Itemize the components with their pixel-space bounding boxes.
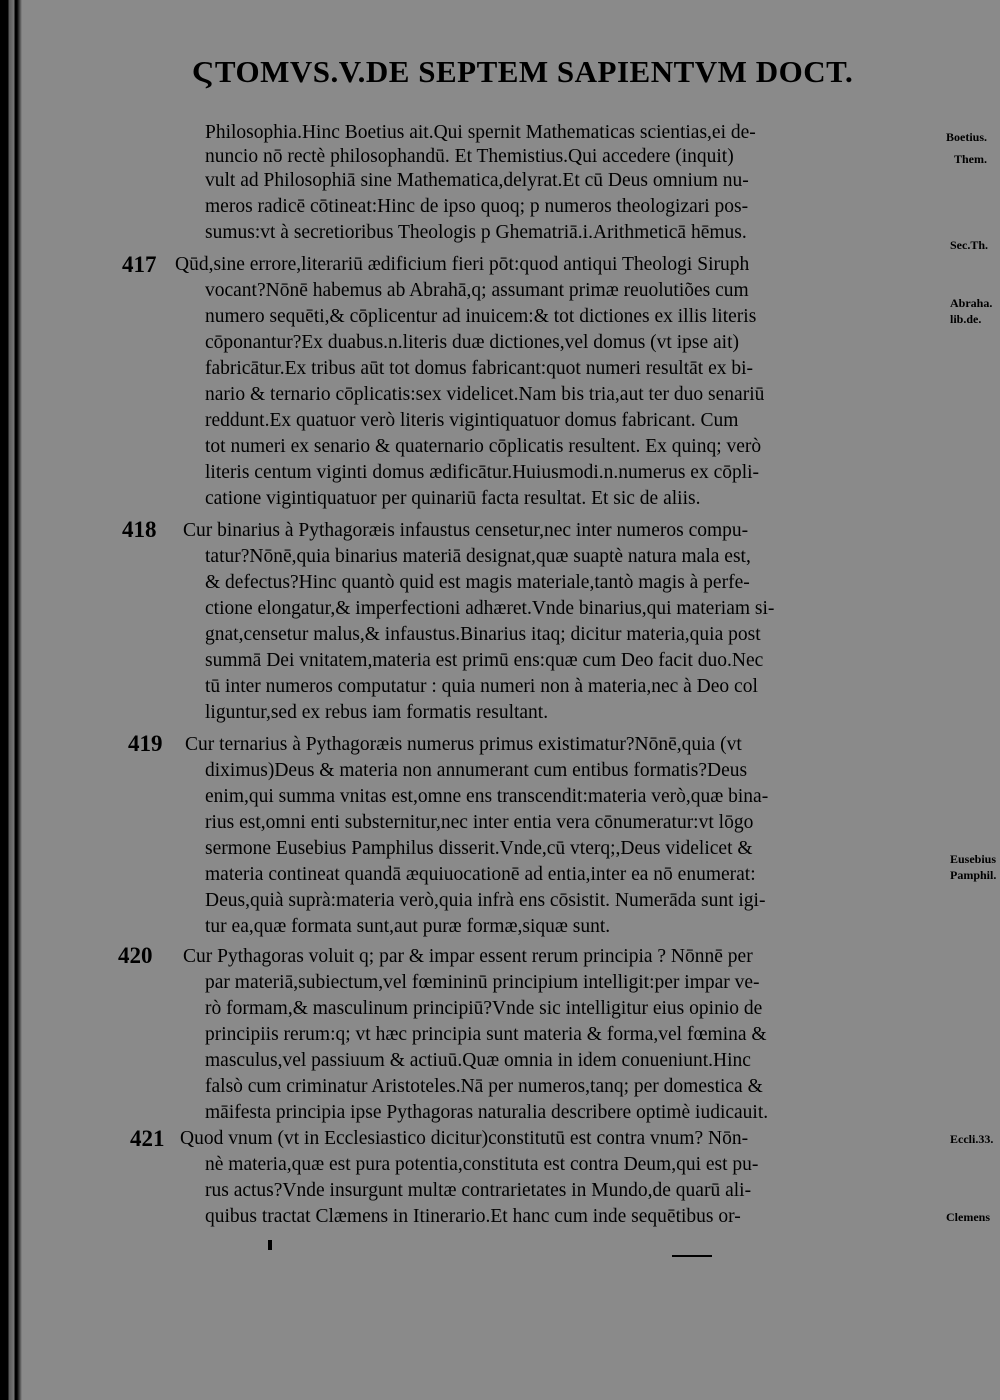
text-line: principiis rerum:q; vt hæc principia sunt materia & forma,vel fœmina & [205,1024,767,1045]
text-line: par materiā,subiectum,vel fœmininū principium intelligit:per impar ve- [205,972,760,993]
text-line: catione vigintiquatuor per quinariū facta resultat. Et sic de aliis. [205,488,701,509]
text-line: sumus:vt à secretioribus Theologis p Ghematriā.i.Arithmeticā hēmus. [205,222,747,243]
text-line: meros radicē cōtineat:Hinc de ipso quoq; p numeros theologizari pos- [205,196,749,217]
text-line: summā Dei vnitatem,materia est primū ens:quæ cum Deo facit duo.Nec [205,650,764,671]
margin-note: Eusebius [950,852,997,866]
text-line: masculus,vel passiuum & actiuū.Quæ omnia in idem conueniunt.Hinc [205,1050,751,1071]
text-line: diximus)Deus & materia non annumerant cum entibus formatis?Deus [205,760,748,781]
margin-note: Them. [954,152,987,166]
text-line: falsò cum criminatur Aristoteles.Nā per numeros,tanq; per domestica & [205,1076,763,1097]
text-line: ctione elongatur,& imperfectioni adhæret.Vnde binarius,qui materiam si- [205,598,775,619]
text-line: quibus tractat Clæmens in Itinerario.Et hanc cum inde sequētibus or- [205,1206,741,1227]
text-line: sermone Eusebius Pamphilus disserit.Vnde,cū vterq;,Deus videlicet & [205,838,753,859]
section-number-420: 420 [118,943,153,968]
text-line: & defectus?Hinc quantò quid est magis materiale,tantò magis à perfe- [205,572,750,593]
text-line: reddunt.Ex quatuor verò literis vigintiquatuor domus fabricant. Cum [205,410,739,431]
text-line: fabricātur.Ex tribus aūt tot domus fabricant:quot numeri resultāt ex bi- [205,358,754,379]
section-number-418: 418 [122,517,157,542]
section-number-417: 417 [122,252,157,277]
text-line: nario & ternario cōplicatis:sex videlicet.Nam bis tria,aut ter duo senariū [205,384,765,405]
text-line: numero sequēti,& cōplicentur ad inuicem:& tot dictiones ex illis literis [205,306,757,327]
text-line: nè materia,quæ est pura potentia,constituta est contra Deum,qui est pu- [205,1154,759,1175]
margin-note: lib.de. [950,312,982,326]
text-line: gnat,censetur malus,& infaustus.Binarius itaq; dicitur materia,quia post [205,624,761,645]
margin-note: Boetius. [946,130,988,144]
text-line: liguntur,sed ex rebus iam formatis resultant. [205,702,549,723]
text-line: māifesta principia ipse Pythagoras naturalia describere optimè iudicauit. [205,1102,769,1123]
text-line: literis centum viginti domus ædificātur.Huiusmodi.n.numerus ex cōpli- [205,462,760,483]
text-line: cōponantur?Ex duabus.n.literis duæ dictiones,vel domus (vt ipse ait) [205,332,739,353]
text-line: tur ea,quæ formata sunt,aut puræ formæ,siquæ sunt. [205,916,611,937]
text-line: nuncio nō rectè philosophandū. Et Themistius.Qui accedere (inquit) [205,146,734,167]
text-line: Cur binarius à Pythagoræis infaustus censetur,nec inter numeros compu- [183,520,749,541]
text-line: rus actus?Vnde insurgunt multæ contrarietates in Mundo,de quarū ali- [205,1180,752,1201]
margin-note: Sec.Th. [950,238,989,252]
text-line: tatur?Nōnē,quia binarius materiā designat,quæ suaptè natura mala est, [205,546,751,567]
text-line: materia contineat quandā æquiuocationē ad entia,inter ea nō enumerat: [205,864,756,885]
page-gutter [0,0,26,1400]
text-line: tot numeri ex senario & quaternario cōplicatis resultent. Ex quinq; verò [205,436,762,457]
print-speck [268,1240,272,1250]
text-line: Cur ternarius à Pythagoræis numerus primus existimatur?Nōnē,quia (vt [185,734,742,755]
text-line: enim,qui summa vnitas est,omne ens transcendit:materia verò,quæ bina- [205,786,769,807]
running-header: ϚTOMVS.V.DE SEPTEM SAPIENTVM DOCT. [192,54,854,89]
section-number-419: 419 [128,731,163,756]
text-line: tū inter numeros computatur : quia numeri non à materia,nec à Deo col [205,676,758,697]
print-speck [672,1255,712,1257]
text-line: Philosophia.Hinc Boetius ait.Qui spernit Mathematicas scientias,ei de- [205,122,756,143]
margin-note: Clemens [946,1210,990,1224]
text-line: Quod vnum (vt in Ecclesiastico dicitur)constitutū est contra vnum? Nōn- [180,1128,749,1149]
text-line: Qūd,sine errore,literariū ædificium fieri pōt:quod antiqui Theologi Siruph [175,254,750,275]
text-line: Cur Pythagoras voluit q; par & impar essent rerum principia ? Nōnnē per [183,946,753,967]
margin-note: Abraha. [950,296,993,310]
section-number-421: 421 [130,1126,165,1151]
margin-note: Pamphil. [950,868,997,882]
text-line: vult ad Philosophiā sine Mathematica,delyrat.Et cū Deus omnium nu- [205,170,749,191]
text-line: rius est,omni enti substernitur,nec inter entia vera cōnumeratur:vt lōgo [205,812,754,833]
margin-note: Eccli.33. [950,1132,994,1146]
text-line: Deus,quià suprà:materia verò,quia infrà ens cōsistit. Numerāda sunt igi- [205,890,766,911]
text-line: vocant?Nōnē habemus ab Abrahā,q; assumant primæ reuolutiões cum [205,280,749,301]
text-line: rò formam,& masculinum principiū?Vnde sic intelligitur eius opinio de [205,998,763,1019]
